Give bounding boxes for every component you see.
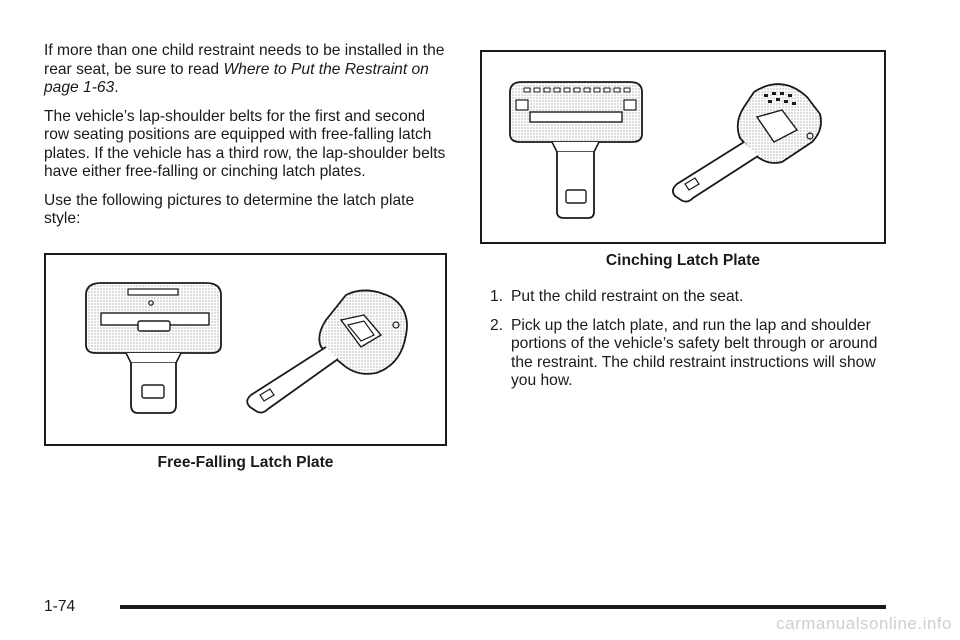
step-item	[490, 317, 900, 391]
step-number: 1.	[490, 288, 504, 305]
free-falling-caption: Free-Falling Latch Plate	[157, 454, 334, 471]
step-text: Pick up the latch plate, and run the lap and shoulder portions of the vehicle’s safety belt through or around the restraint. The child restraint instructions will show you how.	[511, 316, 878, 389]
left-text-column	[44, 42, 450, 239]
cinching-latch-plate-figure	[480, 50, 886, 244]
cross-reference-link[interactable]: Where to Put the Restraint on page 1-63	[44, 60, 429, 96]
watermark: carmanualsonline.info	[776, 614, 952, 633]
cinching-latch-plate-illustration	[482, 52, 884, 242]
page-number: 1-74	[44, 598, 76, 615]
free-falling-latch-plate-illustration	[46, 255, 445, 444]
cinching-caption: Cinching Latch Plate	[605, 252, 761, 269]
paragraph-use-pictures: Use the following pictures to determine the latch plate style:	[44, 191, 415, 227]
step-number: 2.	[490, 316, 504, 334]
paragraph-latch-plates: The vehicle’s lap-shoulder belts for the first and second row seating positions are equipped with free-falling latch plates. If the vehicle has a third row, the lap-shoulder belts have either free-falling or cinching latch plates.	[44, 107, 446, 180]
paragraph-install-multiple: If more than one child restraint needs to be installed in the rear seat, be sure to read Where to Put the Restraint on page 1-63.	[44, 42, 445, 96]
free-falling-latch-plate-figure	[44, 253, 447, 446]
step-item	[490, 288, 900, 307]
instruction-steps	[490, 288, 900, 401]
step-text: Put the child restraint on the seat.	[511, 288, 744, 305]
footer-divider	[120, 605, 886, 609]
